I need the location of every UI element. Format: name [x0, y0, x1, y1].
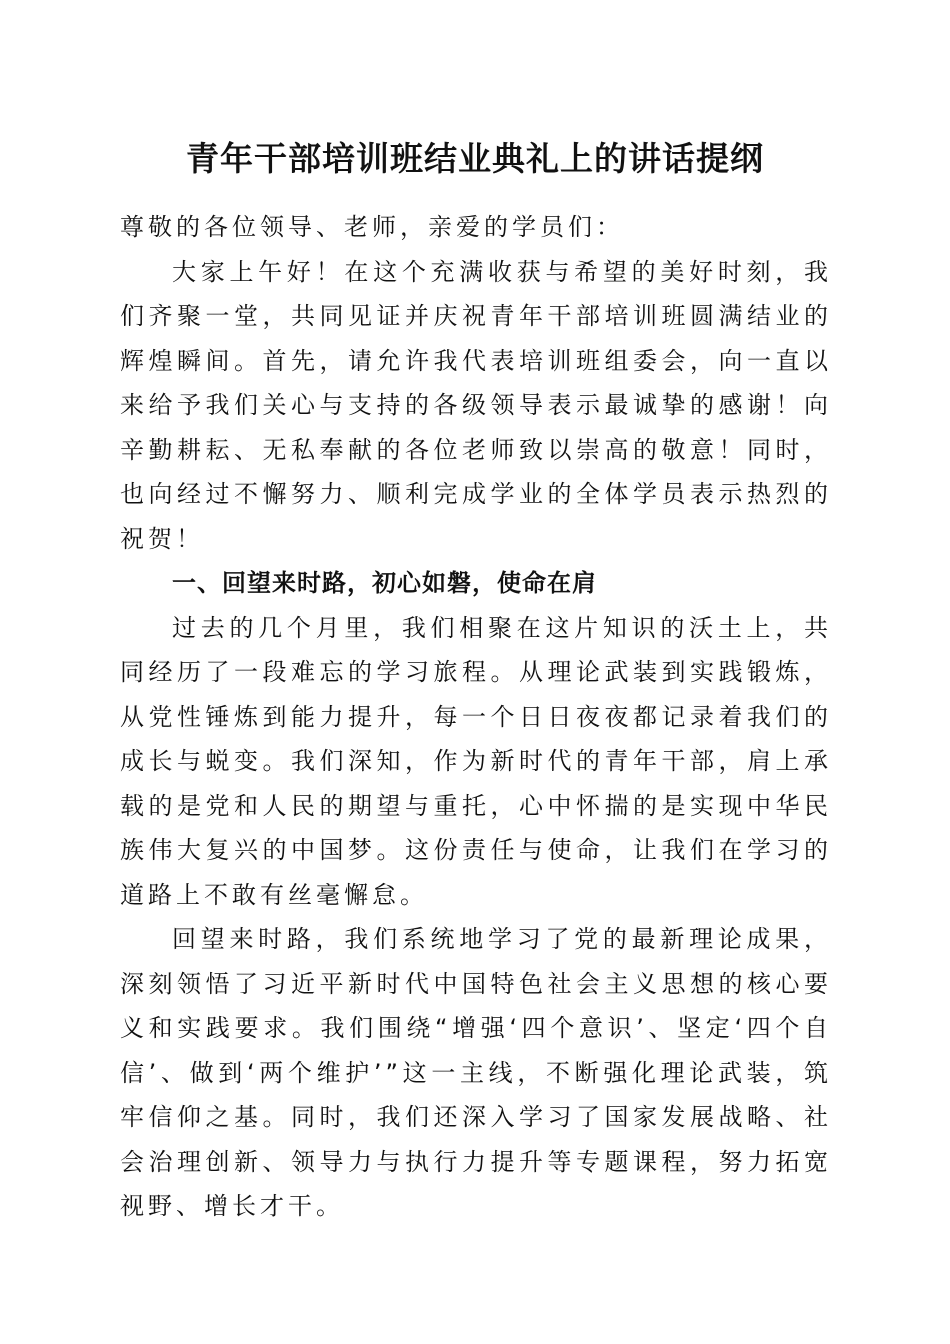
salutation: 尊敬的各位领导、老师，亲爱的学员们：	[120, 213, 624, 241]
document-title: 青年干部培训班结业典礼上的讲话提纲	[186, 139, 764, 178]
section-paragraph: 回望来时路，我们系统地学习了党的最新理论成果，深刻领悟了习近平新时代中国特色社会主义思想的核心要义和实践要求。我们围绕“增强‘四个意识’、坚定‘四个自信’、做到‘两个维护’”这一主线，不断强化理论武装，筑牢信仰之基。同时，我们还深入学习了国家发展战略、社会治理创新、领导力与执行力提升等专题课程，努力拓宽视野、增长才干。	[120, 925, 832, 1220]
opening-paragraph: 大家上午好！在这个充满收获与希望的美好时刻，我们齐聚一堂，共同见证并庆祝青年干部培训班圆满结业的辉煌瞬间。首先，请允许我代表培训班组委会，向一直以来给予我们关心与支持的各级领导表示最诚挚的感谢！向辛勤耕耘、无私奉献的各位老师致以崇高的敬意！同时，也向经过不懈努力、顺利完成学业的全体学员表示热烈的祝贺！	[120, 257, 832, 553]
section-heading: 一、回望来时路，初心如磐，使命在肩	[172, 569, 597, 597]
section-paragraph: 过去的几个月里，我们相聚在这片知识的沃土上，共同经历了一段难忘的学习旅程。从理论武装到实践锻炼，从党性锤炼到能力提升，每一个日日夜夜都记录着我们的成长与蜕变。我们深知，作为新时代的青年干部，肩上承载的是党和人民的期望与重托，心中怀揣的是实现中华民族伟大复兴的中国梦。这份责任与使命，让我们在学习的道路上不敢有丝毫懈怠。	[120, 613, 832, 909]
document-body	[120, 205, 832, 1229]
